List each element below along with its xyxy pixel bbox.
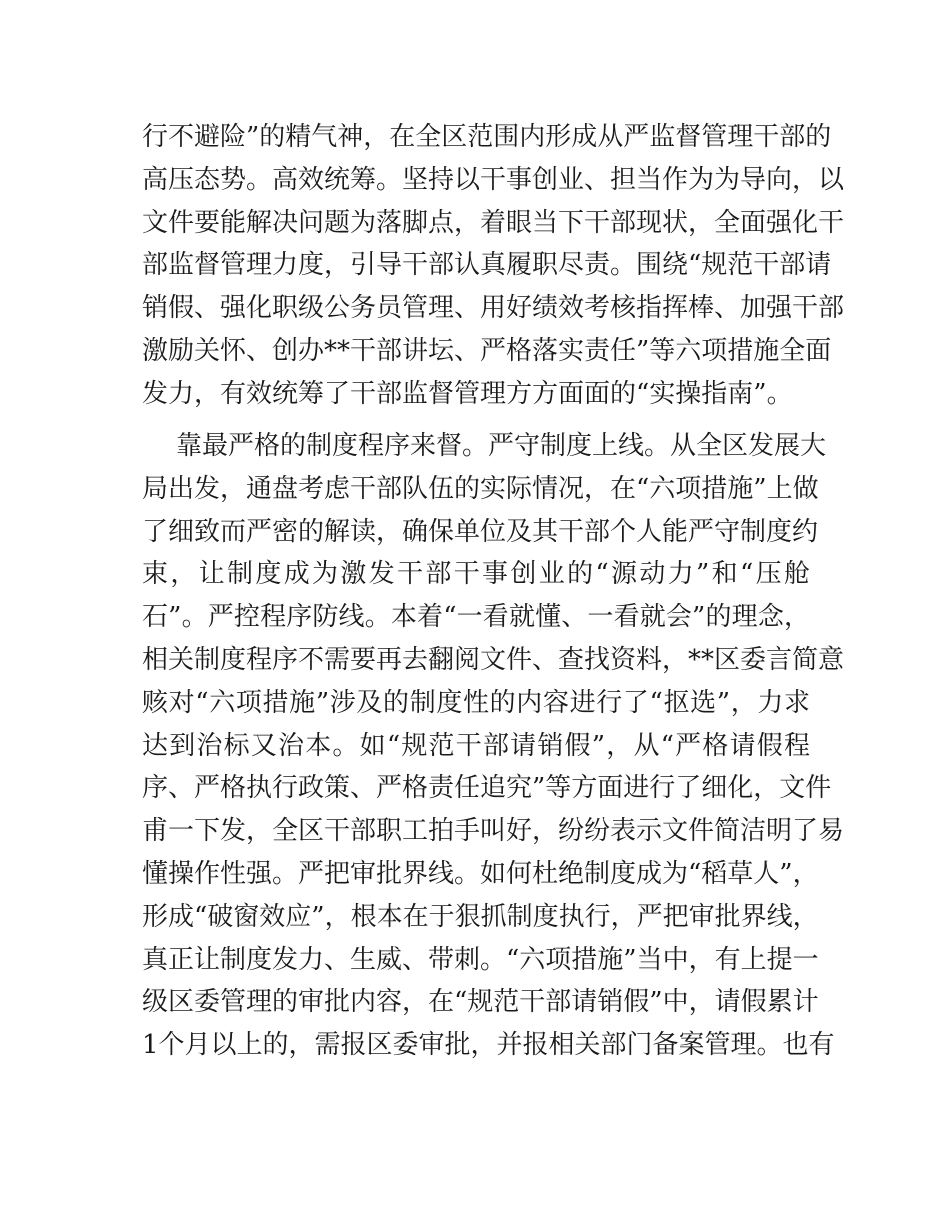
text-line: 激励关怀、创办**干部讲坛、严格落实责任”等六项措施全面 xyxy=(142,335,832,366)
text-line: 达到治标又治本。如“规范干部请销假”，从“严格请假程 xyxy=(142,730,810,761)
text-line: 懂操作性强。严把审批界线。如何杜绝制度成为“稻草人”， xyxy=(142,858,819,889)
text-line: 靠最严格的制度程序来督。严守制度上线。从全区发展大 xyxy=(176,431,827,461)
text-line: 文件要能解决问题为落脚点，着眼当下干部现状，全面强化干 xyxy=(142,207,845,238)
text-line: 了细致而严密的解读，确保单位及其干部个人能严守制度约 xyxy=(142,516,819,547)
text-line: 真正让制度发力、生威、带刺。“六项措施”当中，有上提一 xyxy=(142,944,819,975)
text-line: 销假、强化职级公务员管理、用好绩效考核指挥棒、加强干部 xyxy=(142,293,845,324)
paragraph-1 xyxy=(142,116,845,416)
text-line: 发力，有效统筹了干部监督管理方方面面的“实操指南”。 xyxy=(142,378,793,409)
paragraph-2 xyxy=(142,425,845,1067)
text-line: 序、严格执行政策、严格责任追究”等方面进行了细化，文件 xyxy=(142,773,832,804)
text-line: 相关制度程序不需要再去翻阅文件、查找资料，**区委言简意 xyxy=(142,644,845,675)
text-line: 1个月以上的，需报区委审批，并报相关部门备案管理。也有 xyxy=(142,1030,835,1061)
text-line: 束，让制度成为激发干部干事创业的“源动力”和“压舱 xyxy=(142,559,810,590)
text-line: 石”。严控程序防线。本着“一看就懂、一看就会”的理念， xyxy=(142,602,810,633)
text-line: 部监督管理力度，引导干部认真履职尽责。围绕“规范干部请 xyxy=(142,250,832,281)
text-line: 级区委管理的审批内容，在“规范干部请销假”中，请假累计 xyxy=(142,987,819,1018)
text-line: 赅对“六项措施”涉及的制度性的内容进行了“抠选”，力求 xyxy=(142,687,810,718)
text-line: 形成“破窗效应”，根本在于狠抓制度执行，严把审批界线， xyxy=(142,901,819,932)
text-line: 行不避险”的精气神，在全区范围内形成从严监督管理干部的 xyxy=(142,122,832,152)
text-line: 高压态势。高效统筹。坚持以干事创业、担当作为为导向，以 xyxy=(142,164,845,195)
text-line: 甫一下发，全区干部职工拍手叫好，纷纷表示文件简洁明了易 xyxy=(142,816,845,847)
text-line: 局出发，通盘考虑干部队伍的实际情况，在“六项措施”上做 xyxy=(142,473,819,504)
